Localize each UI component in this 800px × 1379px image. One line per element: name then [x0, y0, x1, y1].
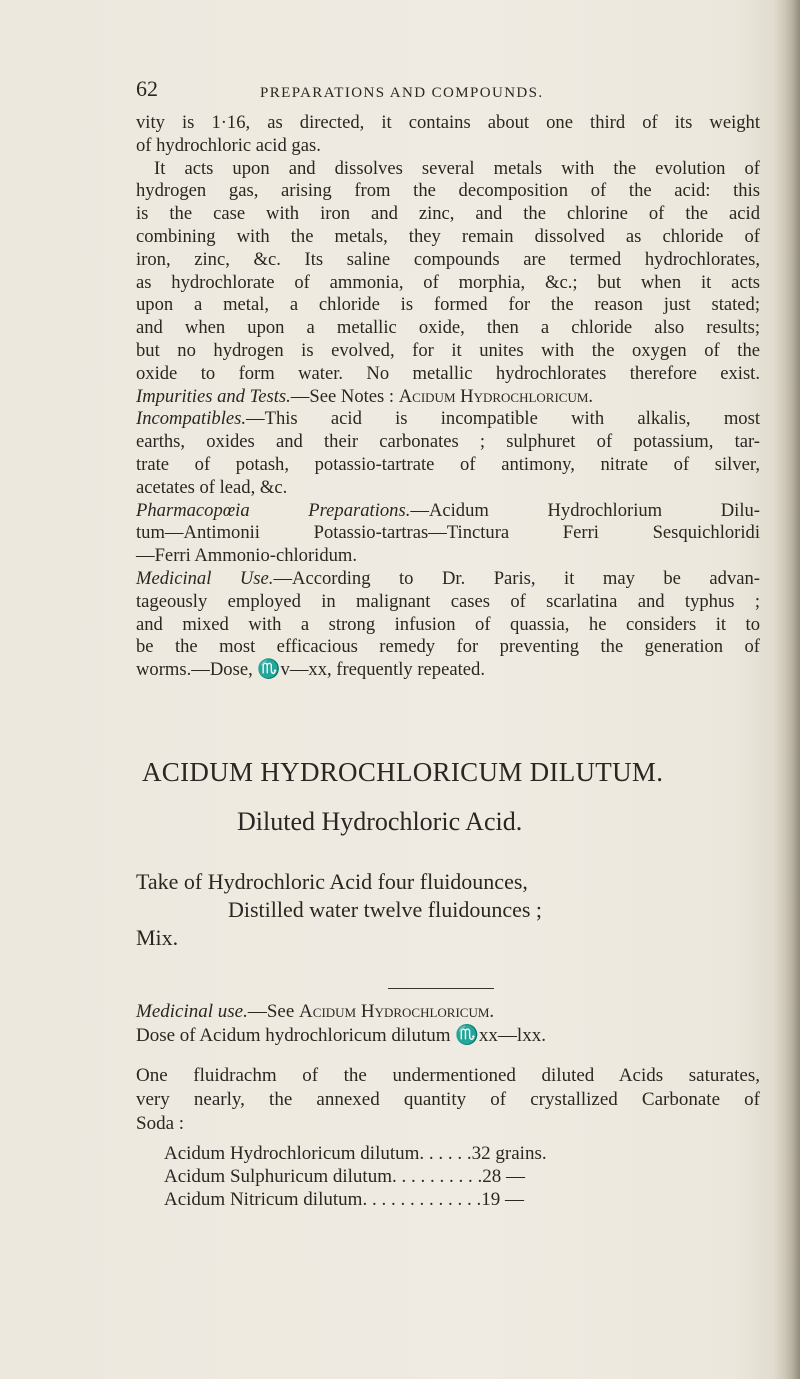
grain-quantity: 19 — — [481, 1189, 524, 1210]
impurities-paragraph — [136, 386, 760, 409]
pharmacopoeia-first-line — [136, 500, 760, 523]
section-subtitle: Diluted Hydrochloric Acid. — [237, 807, 523, 836]
body-line: is the case with iron and zinc, and the chlorine of the acid — [136, 203, 760, 225]
incompatibles-text: —This acid is incompatible with alkalis, most — [246, 408, 760, 430]
incompatibles-label: Incompatibles. — [136, 408, 246, 430]
body-line: acetates of lead, &c. — [136, 476, 288, 498]
body-line: trate of potash, potassio-tartrate of antimony, nitrate of silver, — [136, 453, 760, 475]
main-text — [136, 112, 760, 682]
table-row — [164, 1142, 547, 1165]
fluidrachm-paragraph — [136, 1064, 760, 1136]
body-line: worms.—Dose, ♏v—xx, frequently repeated. — [136, 659, 485, 681]
grain-quantity: 32 grains. — [471, 1143, 547, 1164]
medicinal-use-text: —According to Dr. Paris, it may be advan- — [273, 567, 760, 589]
medicinal-use-2 — [136, 1000, 736, 1048]
acid-name: Acidum Nitricum dilutum — [164, 1189, 363, 1210]
medicinal-use-2-ref: Acidum Hydrochloricum. — [299, 1001, 495, 1022]
acid-name: Acidum Hydrochloricum dilutum — [164, 1143, 420, 1164]
recipe — [136, 868, 542, 952]
body-line: tum—Antimonii Potassio-tartras—Tinctura Ferri Sesquichloridi — [136, 522, 760, 544]
table-row — [164, 1165, 547, 1188]
recipe-line: Take of Hydrochloric Acid four fluidounces, — [136, 869, 528, 894]
section-title: ACIDUM HYDROCHLORICUM DILUTUM. — [142, 757, 664, 787]
dose-line: Dose of Acidum hydrochloricum dilutum ♏xx—lxx. — [136, 1025, 546, 1046]
medicinal-use-first-line — [136, 568, 760, 591]
running-title: PREPARATIONS AND COMPOUNDS. — [260, 85, 544, 101]
acid-name: Acidum Sulphuricum dilutum — [164, 1166, 392, 1187]
body-line: iron, zinc, &c. Its saline compounds are termed hydrochlorates, — [136, 248, 760, 270]
recipe-line: Mix. — [136, 925, 179, 950]
body-line: earths, oxides and their carbonates ; sulphuret of potassium, tar- — [136, 431, 760, 453]
body-line: tageously employed in malignant cases of scarlatina and typhus ; — [136, 590, 760, 612]
pharmacopoeia-text: —Acidum Hydrochlorium Dilu- — [410, 499, 761, 521]
fluidrachm-line: very nearly, the annexed quantity of crystallized Carbonate of — [136, 1089, 760, 1110]
medicinal-use-2-label: Medicinal use. — [136, 1001, 248, 1022]
section-divider — [388, 988, 494, 989]
body-line: —Ferri Ammonio-chloridum. — [136, 545, 358, 567]
body-line: but no hydrogen is evolved, for it unites with the oxygen of the — [136, 339, 760, 361]
incompatibles-first-line — [136, 408, 760, 431]
impurities-ref: Acidum Hydrochloricum. — [398, 385, 594, 407]
body-line: oxide to form water. No metallic hydrochlorates therefore exist. — [136, 362, 760, 384]
pharmacopoeia-label: Pharmacopœia Preparations. — [136, 499, 411, 521]
body-line: and mixed with a strong infusion of quassia, he considers it to — [136, 613, 760, 635]
dot-leader: . . . . . . . . . . . . . — [362, 1189, 482, 1210]
impurities-label: Impurities and Tests. — [136, 385, 291, 407]
medicinal-use-2-text: —See — [247, 1001, 300, 1022]
body-line: upon a metal, a chloride is formed for the reason just stated; — [136, 294, 760, 316]
saturation-table — [164, 1142, 547, 1211]
recipe-line: Distilled water twelve fluidounces ; — [228, 897, 543, 922]
body-line: as hydrochlorate of ammonia, of morphia, &c.; but when it acts — [136, 271, 760, 293]
dot-leader: . . . . . . — [419, 1143, 472, 1164]
body-line: hydrogen gas, arising from the decomposition of the acid: this — [136, 180, 760, 202]
body-line: and when upon a metallic oxide, then a chloride also results; — [136, 317, 760, 339]
medicinal-use-label: Medicinal Use. — [136, 567, 274, 589]
impurities-text: —See Notes : — [290, 385, 399, 407]
fluidrachm-line: One fluidrachm of the undermentioned diluted Acids saturates, — [136, 1065, 760, 1086]
grain-quantity: 28 — — [482, 1166, 525, 1187]
body-line: be the most efficacious remedy for preventing the generation of — [136, 636, 760, 658]
table-row — [164, 1188, 547, 1211]
page-edge-shadow — [774, 0, 800, 1379]
body-line: vity is 1·16, as directed, it contains about one third of its weight — [136, 112, 760, 133]
fluidrachm-line: Soda : — [136, 1113, 185, 1134]
medicinal-use-2-line — [136, 1000, 736, 1024]
dot-leader: . . . . . . . . . . — [392, 1166, 483, 1187]
body-line: of hydrochloric acid gas. — [136, 134, 321, 156]
body-line: combining with the metals, they remain dissolved as chloride of — [136, 225, 760, 247]
page-number: 62 — [136, 76, 158, 101]
body-line: It acts upon and dissolves several metals with the evolution of — [154, 157, 760, 179]
